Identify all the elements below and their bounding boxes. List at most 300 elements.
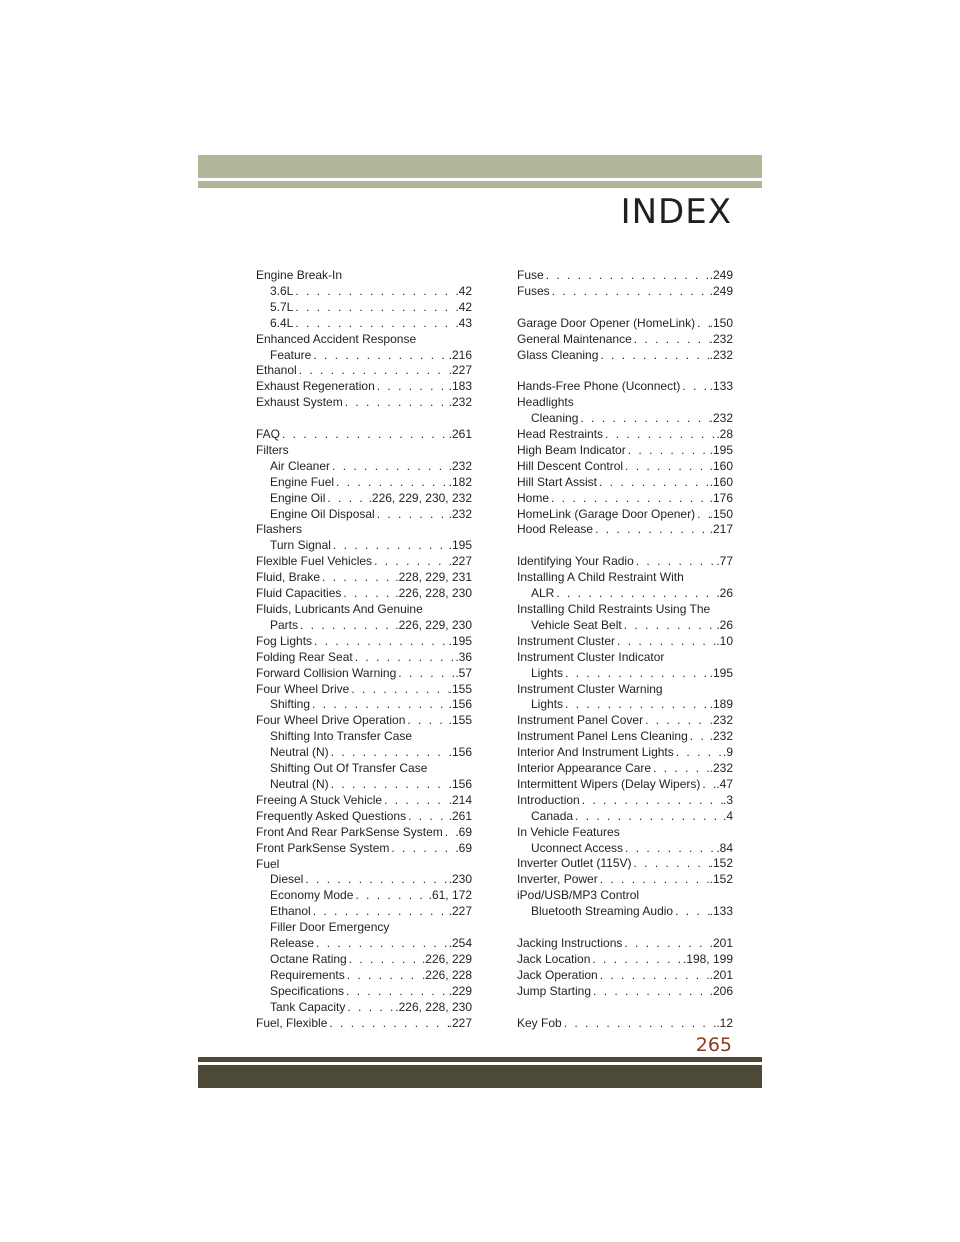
- page-ref: .42: [455, 299, 472, 314]
- entry-term: Vehicle Seat Belt: [531, 617, 622, 632]
- letter-gap: [517, 920, 733, 936]
- letter-gap: [517, 363, 733, 379]
- entry-term: ALR: [531, 586, 555, 601]
- entry-term: Parts: [270, 617, 299, 632]
- dot-leader: [554, 586, 716, 602]
- page-ref: .232: [448, 458, 472, 473]
- page-ref: .195: [709, 442, 733, 457]
- page-ref: .261: [448, 808, 472, 823]
- dot-leader: [329, 777, 449, 793]
- entry-term: Lights: [531, 665, 564, 680]
- index-entry: [517, 395, 733, 411]
- dot-leader: [330, 459, 449, 475]
- index-entry: [517, 348, 733, 364]
- page-ref: .133: [709, 904, 733, 919]
- page-ref: .4: [722, 808, 733, 823]
- dot-leader: [331, 538, 449, 554]
- dot-leader: [347, 952, 422, 968]
- dot-leader: [598, 872, 710, 888]
- index-entry: [256, 268, 472, 284]
- entry-term: FAQ: [256, 427, 281, 442]
- dot-leader: [674, 745, 723, 761]
- entry-term: Headlights: [517, 395, 574, 410]
- entry-term: Instrument Panel Cover: [517, 713, 644, 728]
- index-entry: [517, 427, 733, 443]
- dot-leader: [396, 666, 455, 682]
- entry-term: Fuel: [256, 856, 280, 871]
- entry-term: Hood Release: [517, 522, 594, 537]
- entry-term: Feature: [270, 347, 312, 362]
- page-ref: .195: [709, 665, 733, 680]
- index-entry: [256, 682, 472, 698]
- index-entry: [517, 777, 733, 793]
- entry-term: 3.6L: [270, 283, 294, 298]
- dot-leader: [544, 268, 710, 284]
- page-ref: .232: [709, 729, 733, 744]
- index-entry: [256, 809, 472, 825]
- index-subentry: [256, 284, 472, 300]
- index-entry: [517, 1016, 733, 1032]
- letter-gap: [517, 1000, 733, 1016]
- index-entry: [517, 602, 733, 618]
- page-ref: .57: [455, 665, 472, 680]
- dot-leader: [293, 316, 455, 332]
- index-entry: [517, 761, 733, 777]
- page-ref: .232: [709, 331, 733, 346]
- entry-term: In Vehicle Features: [517, 824, 620, 839]
- index-subentry: [517, 411, 733, 427]
- dot-leader: [311, 348, 448, 364]
- page-ref: .69: [455, 824, 472, 839]
- entry-term: iPod/USB/MP3 Control: [517, 888, 640, 903]
- index-entry: [256, 713, 472, 729]
- index-entry: [256, 363, 472, 379]
- entry-term: Instrument Cluster Warning: [517, 681, 663, 696]
- dot-leader: [622, 936, 709, 952]
- entry-term: Instrument Cluster: [517, 633, 616, 648]
- header-rule: [198, 181, 762, 188]
- entry-term: 5.7L: [270, 299, 294, 314]
- page-ref: .232: [709, 347, 733, 362]
- entry-term: Uconnect Access: [531, 840, 624, 855]
- letter-gap: [517, 538, 733, 554]
- index-subentry: [256, 1000, 472, 1016]
- page-ref: .47: [716, 776, 733, 791]
- index-subentry: [517, 809, 733, 825]
- page-ref: .133: [709, 379, 733, 394]
- index-entry: [517, 522, 733, 538]
- index-subentry: [517, 618, 733, 634]
- dot-leader: [406, 809, 449, 825]
- index-entry: [256, 825, 472, 841]
- section-title: INDEX: [620, 192, 732, 232]
- entry-term: Installing A Child Restraint With: [517, 570, 684, 585]
- entry-term: Garage Door Opener (HomeLink): [517, 315, 696, 330]
- page-ref: .42: [455, 283, 472, 298]
- index-entry: [256, 666, 472, 682]
- dot-leader: [443, 825, 456, 841]
- page-ref: .182: [448, 474, 472, 489]
- page-ref: .227: [448, 363, 472, 378]
- dot-leader: [550, 284, 710, 300]
- page-ref: .183: [448, 379, 472, 394]
- index-entry: [256, 379, 472, 395]
- index-entry: [517, 968, 733, 984]
- dot-leader: [634, 554, 717, 570]
- index-subentry: [256, 936, 472, 952]
- dot-leader: [334, 475, 449, 491]
- index-entry: [517, 825, 733, 841]
- page-ref: .9: [722, 745, 733, 760]
- entry-term: Fuel, Flexible: [256, 1015, 328, 1030]
- dot-leader: [563, 697, 710, 713]
- entry-term: Economy Mode: [270, 888, 354, 903]
- dot-leader: [343, 395, 449, 411]
- entry-term: Lights: [531, 697, 564, 712]
- dot-leader: [580, 793, 723, 809]
- dot-leader: [297, 363, 449, 379]
- entry-term: Interior Appearance Care: [517, 761, 652, 776]
- page-ref: .226, 229, 230: [395, 617, 472, 632]
- dot-leader: [623, 841, 716, 857]
- entry-term: Glass Cleaning: [517, 347, 599, 362]
- dot-leader: [293, 284, 455, 300]
- page-ref: .198, 199: [682, 951, 733, 966]
- index-entry: [256, 554, 472, 570]
- dot-leader: [311, 904, 449, 920]
- dot-leader: [353, 888, 428, 904]
- entry-term: Jump Starting: [517, 983, 592, 998]
- entry-term: Key Fob: [517, 1015, 562, 1030]
- entry-term: 6.4L: [270, 315, 294, 330]
- index-entry: [517, 682, 733, 698]
- dot-leader: [298, 618, 395, 634]
- page-number: 265: [695, 1034, 732, 1056]
- page-ref: .226, 229, 230, 232: [368, 490, 472, 505]
- page-ref: .254: [448, 936, 472, 951]
- page-ref: .156: [448, 776, 472, 791]
- index-column-right: [517, 268, 733, 1031]
- dot-leader: [688, 729, 710, 745]
- index-subentry: [256, 300, 472, 316]
- index-subentry: [517, 904, 733, 920]
- dot-leader: [563, 666, 710, 682]
- entry-term: Ethanol: [256, 363, 297, 378]
- letter-gap: [256, 411, 472, 427]
- index-subentry: [256, 459, 472, 475]
- index-entry: [256, 570, 472, 586]
- dot-leader: [626, 443, 710, 459]
- page-ref: .156: [448, 745, 472, 760]
- entry-term: Flashers: [256, 522, 303, 537]
- dot-leader: [349, 682, 448, 698]
- page-ref: .28: [716, 427, 733, 442]
- index-subentry: [256, 920, 472, 936]
- entry-term: Octane Rating: [270, 951, 347, 966]
- dot-leader: [597, 475, 710, 491]
- entry-term: Fuse: [517, 268, 544, 282]
- entry-term: Installing Child Restraints Using The: [517, 601, 711, 616]
- index-entry: [256, 522, 472, 538]
- entry-term: Hill Descent Control: [517, 458, 624, 473]
- index-entry: [256, 857, 472, 873]
- index-subentry: [256, 316, 472, 332]
- entry-term: Engine Fuel: [270, 474, 335, 489]
- index-subentry: [256, 697, 472, 713]
- entry-term: Hill Start Assist: [517, 474, 598, 489]
- dot-leader: [603, 427, 716, 443]
- page-ref: .195: [448, 633, 472, 648]
- entry-term: Neutral (N): [270, 745, 329, 760]
- index-entry: [256, 586, 472, 602]
- dot-leader: [632, 856, 710, 872]
- index-subentry: [256, 491, 472, 507]
- page-ref: .152: [709, 856, 733, 871]
- entry-term: Folding Rear Seat: [256, 649, 353, 664]
- page-ref: .69: [455, 840, 472, 855]
- index-entry: [517, 936, 733, 952]
- dot-leader: [405, 713, 448, 729]
- page-ref: .155: [448, 681, 472, 696]
- entry-term: Diesel: [270, 872, 304, 887]
- page-ref: .150: [709, 315, 733, 330]
- page-ref: .232: [448, 506, 472, 521]
- page-ref: .226, 228, 230: [395, 586, 472, 601]
- dot-leader: [372, 554, 449, 570]
- index-subentry: [256, 761, 472, 777]
- entry-term: Tank Capacity: [270, 999, 346, 1014]
- entry-term: Enhanced Accident Response: [256, 331, 417, 346]
- entry-term: Specifications: [270, 983, 345, 998]
- index-entry: [517, 443, 733, 459]
- entry-term: Hands-Free Phone (Uconnect): [517, 379, 681, 394]
- index-entry: [517, 554, 733, 570]
- page-ref: .249: [709, 283, 733, 298]
- entry-term: Fog Lights: [256, 633, 313, 648]
- page-ref: .12: [716, 1015, 733, 1030]
- page-ref: .26: [716, 617, 733, 632]
- dot-leader: [375, 507, 449, 523]
- index-entry: [517, 888, 733, 904]
- entry-term: Jack Operation: [517, 967, 598, 982]
- dot-leader: [389, 841, 455, 857]
- entry-term: Release: [270, 936, 315, 951]
- dot-leader: [549, 491, 710, 507]
- entry-term: Instrument Cluster Indicator: [517, 649, 665, 664]
- index-entry: [517, 634, 733, 650]
- index-entry: [517, 332, 733, 348]
- entry-term: Turn Signal: [270, 538, 331, 553]
- dot-leader: [593, 522, 710, 538]
- index-entry: [517, 268, 733, 284]
- dot-leader: [345, 1000, 395, 1016]
- page-ref: .226, 229: [421, 951, 472, 966]
- index-entry: [517, 984, 733, 1000]
- dot-leader: [327, 1016, 448, 1032]
- index-entry: [517, 729, 733, 745]
- index-entry: [256, 427, 472, 443]
- index-entry: [517, 745, 733, 761]
- dot-leader: [382, 793, 449, 809]
- index-entry: [517, 459, 733, 475]
- index-entry: [517, 856, 733, 872]
- page-ref: .84: [716, 840, 733, 855]
- entry-term: Forward Collision Warning: [256, 665, 397, 680]
- index-entry: [517, 491, 733, 507]
- index-subentry: [256, 952, 472, 968]
- entry-term: Bluetooth Streaming Audio: [531, 904, 674, 919]
- dot-leader: [695, 507, 710, 523]
- entry-term: High Beam Indicator: [517, 442, 626, 457]
- index-entry: [517, 379, 733, 395]
- index-subentry: [256, 984, 472, 1000]
- dot-leader: [591, 984, 710, 1000]
- page-ref: .201: [709, 936, 733, 950]
- page-ref: .226, 228, 230: [395, 999, 472, 1014]
- entry-term: Identifying Your Radio: [517, 554, 634, 569]
- page-ref: .232: [709, 761, 733, 776]
- index-entry: [517, 316, 733, 332]
- page-ref: .227: [448, 554, 472, 569]
- index-subentry: [256, 538, 472, 554]
- dot-leader: [312, 634, 449, 650]
- page-ref: .206: [709, 983, 733, 998]
- index-entry: [517, 793, 733, 809]
- entry-term: Shifting Out Of Transfer Case: [270, 761, 428, 776]
- dot-leader: [562, 1016, 717, 1032]
- dot-leader: [344, 984, 449, 1000]
- dot-leader: [598, 968, 710, 984]
- index-subentry: [256, 475, 472, 491]
- page-ref: .10: [716, 633, 733, 648]
- page-ref: .227: [448, 904, 472, 919]
- entry-term: General Maintenance: [517, 331, 632, 346]
- index-subentry: [256, 507, 472, 523]
- page-ref: .61, 172: [428, 888, 472, 903]
- index-subentry: [256, 729, 472, 745]
- page-ref: .152: [709, 872, 733, 887]
- dot-leader: [700, 777, 716, 793]
- index-entry: [517, 713, 733, 729]
- entry-term: Requirements: [270, 967, 345, 982]
- dot-leader: [325, 491, 368, 507]
- index-subentry: [256, 888, 472, 904]
- letter-gap: [517, 300, 733, 316]
- entry-term: Interior And Instrument Lights: [517, 745, 674, 760]
- index-entry: [517, 570, 733, 586]
- dot-leader: [622, 618, 717, 634]
- entry-term: Introduction: [517, 792, 580, 807]
- dot-leader: [615, 634, 716, 650]
- dot-leader: [303, 872, 448, 888]
- index-subentry: [256, 904, 472, 920]
- entry-term: Inverter Outlet (115V): [517, 856, 632, 871]
- entry-term: Jacking Instructions: [517, 936, 623, 950]
- index-subentry: [517, 841, 733, 857]
- entry-term: Engine Oil Disposal: [270, 506, 375, 521]
- page-ref: .160: [709, 474, 733, 489]
- entry-term: Canada: [531, 808, 574, 823]
- page-ref: .217: [709, 522, 733, 537]
- entry-term: Intermittent Wipers (Delay Wipers): [517, 776, 701, 791]
- index-subentry: [256, 348, 472, 364]
- header-band: [198, 155, 762, 178]
- index-entry: [256, 793, 472, 809]
- index-entry: [517, 284, 733, 300]
- dot-leader: [345, 968, 422, 984]
- dot-leader: [680, 379, 709, 395]
- entry-term: Air Cleaner: [270, 458, 331, 473]
- entry-term: Shifting Into Transfer Case: [270, 729, 413, 744]
- dot-leader: [353, 650, 456, 666]
- page-ref: .77: [716, 554, 733, 569]
- index-entry: [256, 634, 472, 650]
- entry-term: Head Restraints: [517, 427, 604, 442]
- index-subentry: [256, 618, 472, 634]
- dot-leader: [590, 952, 683, 968]
- page-ref: .160: [709, 458, 733, 473]
- page-ref: .229: [448, 983, 472, 998]
- page-ref: .195: [448, 538, 472, 553]
- entry-term: Neutral (N): [270, 776, 329, 791]
- index-entry: [517, 650, 733, 666]
- page-ref: .261: [448, 427, 472, 442]
- entry-term: Filters: [256, 442, 289, 457]
- index-subentry: [517, 666, 733, 682]
- index-subentry: [256, 777, 472, 793]
- dot-leader: [310, 697, 449, 713]
- page-ref: .150: [709, 506, 733, 521]
- page-ref: .232: [448, 395, 472, 410]
- index-entry: [517, 872, 733, 888]
- entry-term: Jack Location: [517, 951, 591, 966]
- page-ref: .189: [709, 697, 733, 712]
- entry-term: Four Wheel Drive: [256, 681, 350, 696]
- entry-term: Freeing A Stuck Vehicle: [256, 792, 383, 807]
- page-ref: .230: [448, 872, 472, 887]
- entry-term: Inverter, Power: [517, 872, 598, 887]
- entry-term: Exhaust System: [256, 395, 343, 410]
- entry-term: Frequently Asked Questions: [256, 808, 407, 823]
- dot-leader: [280, 427, 449, 443]
- index-subentry: [256, 872, 472, 888]
- entry-term: Exhaust Regeneration: [256, 379, 375, 394]
- page-ref: .226, 228: [421, 967, 472, 982]
- entry-term: Home: [517, 490, 550, 505]
- footer-band: [198, 1065, 762, 1088]
- dot-leader: [695, 316, 710, 332]
- dot-leader: [341, 586, 395, 602]
- page-ref: .216: [448, 347, 472, 362]
- entry-term: Shifting: [270, 697, 311, 712]
- dot-leader: [651, 761, 710, 777]
- index-subentry: [517, 697, 733, 713]
- page-ref: .176: [709, 490, 733, 505]
- entry-term: Engine Oil: [270, 490, 326, 505]
- entry-term: Ethanol: [270, 904, 311, 919]
- page-ref: .232: [709, 713, 733, 728]
- entry-term: Cleaning: [531, 411, 579, 426]
- entry-term: Front And Rear ParkSense System: [256, 824, 443, 839]
- entry-term: Fuses: [517, 283, 550, 298]
- page-ref: .156: [448, 697, 472, 712]
- dot-leader: [623, 459, 710, 475]
- dot-leader: [320, 570, 395, 586]
- page-ref: .201: [709, 967, 733, 982]
- entry-term: Engine Break-In: [256, 268, 343, 282]
- page-ref: .43: [455, 315, 472, 330]
- index-entry: [256, 1016, 472, 1032]
